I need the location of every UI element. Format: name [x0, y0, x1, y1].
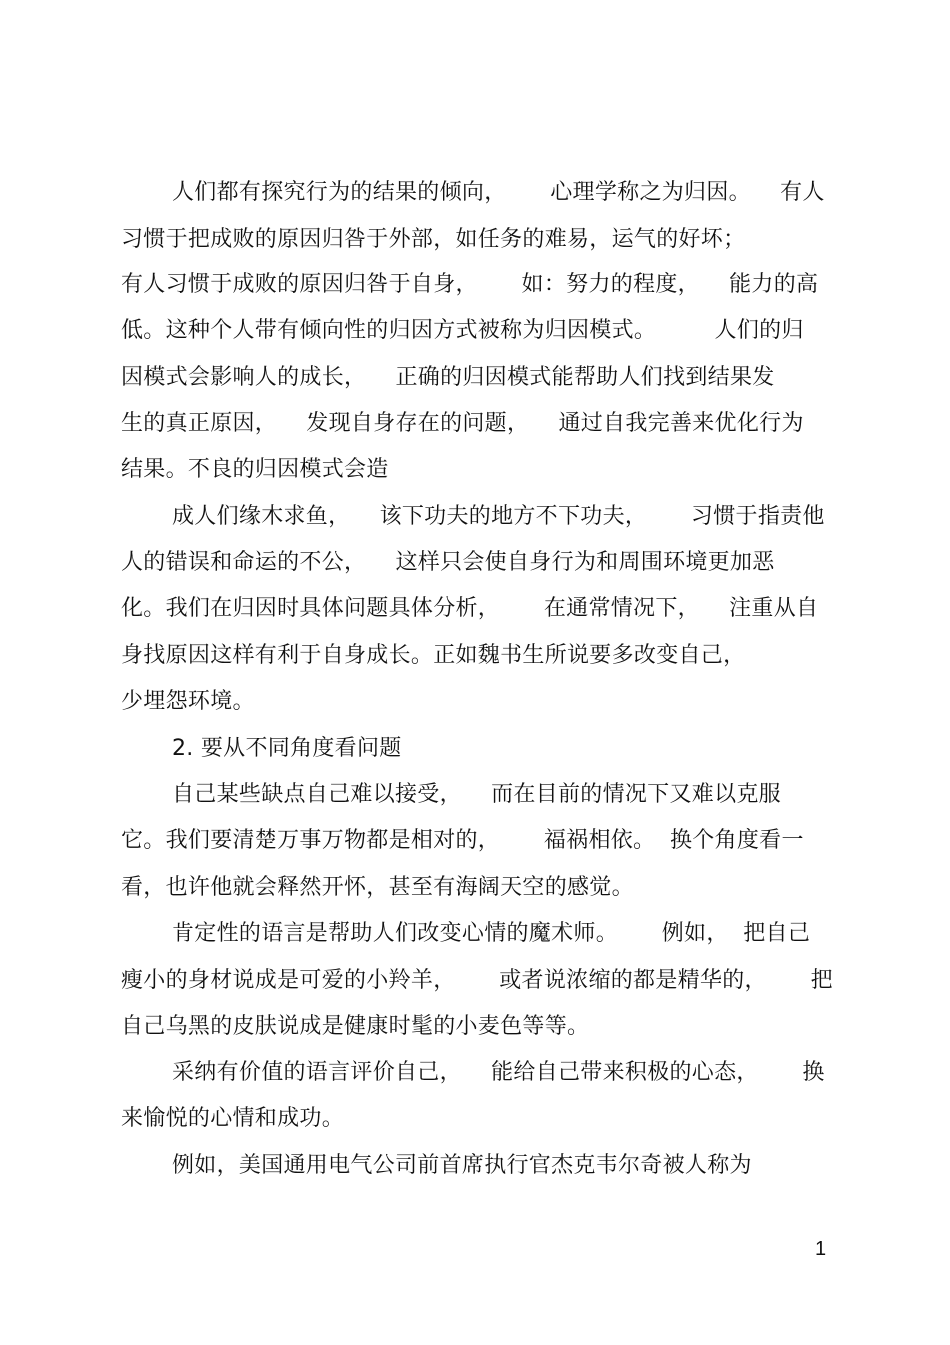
text-line: 例如，美国通用电气公司前首席执行官杰克韦尔奇被人称为	[172, 1153, 752, 1178]
text-line: 习惯于把成败的原因归咎于外部，如任务的难易，运气的好坏；	[121, 227, 746, 252]
text-line: 自己乌黑的皮肤说成是健康时髦的小麦色等等。	[121, 1014, 590, 1039]
text-line: 自己某些缺点自己难以接受， 而在目前的情况下又难以克服	[172, 782, 781, 807]
text-line: 看，也许他就会释然开怀，甚至有海阔天空的感觉。	[121, 875, 634, 900]
text-line: 结果。不良的归因模式会造	[121, 457, 389, 482]
text-line: 化。我们在归因时具体问题具体分析， 在通常情况下， 注重从自	[121, 596, 819, 621]
text-line: 低。这种个人带有倾向性的归因方式被称为归因模式。 人们的归	[121, 318, 804, 343]
text-line: 生的真正原因， 发现自身存在的问题， 通过自我完善来优化行为	[121, 411, 804, 436]
page-number: 1	[815, 1238, 827, 1260]
text-line: 它。我们要清楚万事万物都是相对的， 福祸相依。 换个角度看一	[121, 828, 804, 853]
text-line: 采纳有价值的语言评价自己， 能给自己带来积极的心态， 换	[172, 1060, 825, 1085]
text-line: 成人们缘木求鱼， 该下功夫的地方不下功夫， 习惯于指责他	[172, 504, 825, 529]
text-line: 来愉悦的心情和成功。	[121, 1106, 345, 1131]
text-line: 人的错误和命运的不公， 这样只会使自身行为和周围环境更加恶	[121, 550, 775, 575]
section-heading: 2. 要从不同角度看问题	[172, 736, 402, 761]
text-line: 肯定性的语言是帮助人们改变心情的魔术师。 例如， 把自己	[172, 921, 811, 946]
text-line: 因模式会影响人的成长， 正确的归因模式能帮助人们找到结果发	[121, 365, 775, 390]
text-line: 人们都有探究行为的结果的倾向， 心理学称之为归因。 有人	[172, 180, 825, 205]
text-line: 瘦小的身材说成是可爱的小羚羊， 或者说浓缩的都是精华的， 把	[121, 968, 833, 993]
text-line: 少埋怨环境。	[121, 689, 255, 714]
text-line: 有人习惯于成败的原因归咎于自身， 如：努力的程度， 能力的高	[121, 272, 819, 297]
text-line: 身找原因这样有利于自身成长。正如魏书生所说要多改变自己，	[121, 643, 746, 668]
